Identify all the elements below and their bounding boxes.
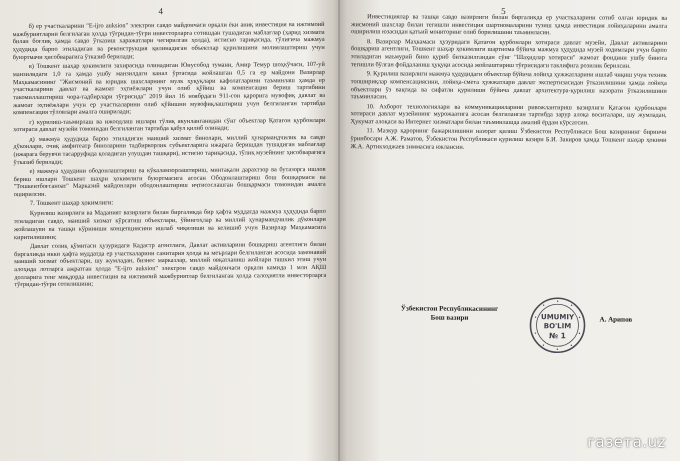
official-stamp-icon — [527, 295, 587, 355]
left-page-number: 4 — [158, 6, 164, 17]
site-watermark: газета.uz — [587, 433, 666, 451]
section-heading: 7. Тошкент шаҳар ҳокимлиги: — [29, 199, 114, 208]
stamp-text-number: № 1 — [548, 331, 566, 341]
left-page — [12, 0, 327, 461]
paragraph: 9. Қурилиш вазирлиги мажмуа ҳудудидаги объектлар бўйича лойиҳа ҳужжатларини ишлаб чиқиш учун техник топшириқлар компенсациясини, лойиҳа-смета ҳужжатлари давлат экспертизасидан ўтказилишини ҳамда лойиҳа объектлари ўз вақтида ва сифатли қурилиши бўйича давлат архитектура-қурилиш назорати ўтказилишини таъминласин. — [350, 70, 667, 101]
stamp-text-mid: BO'LIM — [543, 322, 572, 331]
right-page — [349, 0, 667, 461]
paragraph: в) Тошкент шаҳар ҳокимлиги захирасида олинадиган Юнусобод тумани, Амир Темур шоҳкўчаси, 107-уй манзилидаги 1,0 га ҳамда ушбу манзилдаги канал ўртасида жойлашган 0,5 га ер майдони Вазирлар Маҳкамасининг "Жисмоний ва юридик шахсларнинг мулк ҳуқуқлари кафолатларини таъминлаш ҳамда ер участкаларини давлат ва жамоат эҳтиёжлари учун олиб қўйиш ва компенсация бериш тартибини такомиллаштириш чора-тадбирлари тўғрисида" 2019 йил 16 ноябрдаги 911-сон қарорига мувофиқ давлат ва жамоат эҳтиёжлари учун ер участкаларини олиб қўйишни мувофиқлаштириш учун белгиланган тартибда компенсация тўловлари амалга оширилади; — [12, 61, 326, 117]
paragraph: Инвестициялар ва ташқи савдо вазирлиги билан биргаликда ер участкаларини сотиб олган юридик ва жисмоний шахслар билан тегишли инвестиция шартномаларини тузиш ҳамда инвестиция лойиҳаларини амалга оширилиш юзасидан қатъий мониторинг олиб борилишини таъминласин. — [351, 13, 668, 37]
paragraph: Қурилиш вазирлиги ва Маданият вазирлиги билан биргаликда бир ҳафта муддатда мажмуа ҳудудида барпо этиладиган савдо, маиший хизмат кўрсатиш объектлари, ўйингоҳлар ва миллий ҳунармандчилик дўконлари жойлашуви ва ташқи кўриниши концепциясини ишлаб чиқилиши ва келишиб учун Вазирлар Маҳкамасига киритилишини; — [13, 208, 327, 241]
paragraph: 10. Ахборот технологиялари ва коммуникацияларини ривожлантириш вазирлиги Қатағон қурбонлари хотираси давлат музейининг мурожаатига асосан белгиланган тартибда зарур алоқа воситалари, шу жумладан, Ҳукумат алоқаси ва Интернет хизматлари билан таъминлашда амалий ёрдам кўрсатсин. — [350, 102, 667, 127]
paragraph: б) ер участкаларини "E-ijro auksion" электрон савдо майдончаси орқали ёки аниқ инвестиция ва ижтимоий мажбуриятларни белгилаган ҳолда тўғридан-тўғри инвесторларга сотишдан тушадиган маблағлар (ҳарид хизмати билан боғлиқ ҳамда савдо ўтказиш харажатлари чегирилган ҳолда), истисно тариқасида, тўлиғича мажмуа ҳудудида барпо этиладиган ва реконструкция қилинадиган объектлар қурилишини молиялаштириш учун буюртмачи ҳисобварағига ўтказиб берилади; — [12, 20, 325, 61]
paragraph: 8. Вазирлар Маҳкамаси ҳузуридаги Қатағон қурбонлари хотираси давлат музейи, Давлат активларини бошқариш агентлиги, Тошкент шаҳар ҳокимлиги шартнома бўйича мажмуа ҳудудида музей ходимлари учун барпо этиладиган маъмурий бино қуриб битказилгандан сўнг "Шаҳидлар хотираси" жамоат фондини ушбу бинога тегишли бўлган фойдаланиш ҳуқуқи асосида жойлаштириш тўғрисидаги таклифига розилик берилсин. — [350, 37, 668, 70]
paragraph: е) мажмуа ҳудудини ободонлаштириш ва кўкаламзорлаштириш, минтақали дарахтзор ва бутазорга ишлов бериш ишлари Тошкент шаҳри ҳокимлиги буюртмасига асосан Ободонлаштириш бош бошқармаси ва "Тошкентбоғсаноат" Марказий майдонлари ободонлаштириш иҷтисослашган бошқармаси томонидан амалга оширилсин. — [13, 165, 326, 199]
stamp-text-top: UMUMIY — [541, 313, 575, 322]
signatory-name: А. Арипов — [599, 315, 633, 324]
paragraph: г) курилиш-таъмирлаш ва ижоодлаш ишлари тўлиқ якунланганидан сўнг объектлар Қатағон қурбонлари хотираси давлат музейи томонидан белгиланган тартибда қабул қилиб олинади; — [13, 116, 326, 134]
signature-block — [389, 304, 659, 365]
right-page-body — [350, 13, 667, 154]
right-page-number: 5 — [501, 5, 506, 16]
signatory-title-line1: Ўзбекистон Республикасининг — [400, 304, 499, 313]
signatory-title-line2: Бош вазири — [430, 313, 469, 322]
paragraph: д) мажмуа ҳудудида барпо этиладиган маиший хизмат бинолари, миллий ҳунармандчилик ва савдо дўконлари, очиқ амфитеатр биноларини тадбиркорлик субъектларига ижарага беришдан тушадиган маблағлар (ижарага берувчи тасарруфида қоладиган улушдан ташқари), истисно тариқасида, тўлиқ музейнинг ҳисобварағига ўтказиб берилади; — [13, 133, 326, 166]
signatory-title — [390, 304, 510, 322]
paragraph: Давлат солиқ қўмитаси ҳузуридаги Кадастр агентлиги, Давлат активларини бошқариш агентлиги билан биргаликда икки ҳафта муддатда ер участкаларини санитария ҳолда ва меърлари белгиланган асосида замонавий маиший хизмат объектлари, шу жумладан, бизнес марказлар, миллий овқатланиш жойлари ташкил этиш учун алоҳида лотларга ажратган ҳолда "E-ijro auksion" электрон савдо майдончаси орқали камида 1 млн АҚШ долларига тенг миқдорда инвестиция ва ижтимоий мажбуриятлар белгиланган ҳолда салоҳиятли инвесторларга тўғридан-тўғри сотилишини; — [14, 240, 327, 289]
page-gutter — [338, 0, 340, 461]
left-page-body — [13, 21, 327, 291]
paragraph: 11. Мазкур қарорнинг бажарилишини назорат қилиш Ўзбекистон Республикаси Бош вазирининг биринчи ўринбосари А.Ж. Раматов, Ўзбекистон Республикаси қурилиш вазири Б.И. Закиров ҳамда Тошкент шаҳар ҳокими Ж.А. Артикходжаев зиммасига юклансин. — [350, 127, 667, 151]
